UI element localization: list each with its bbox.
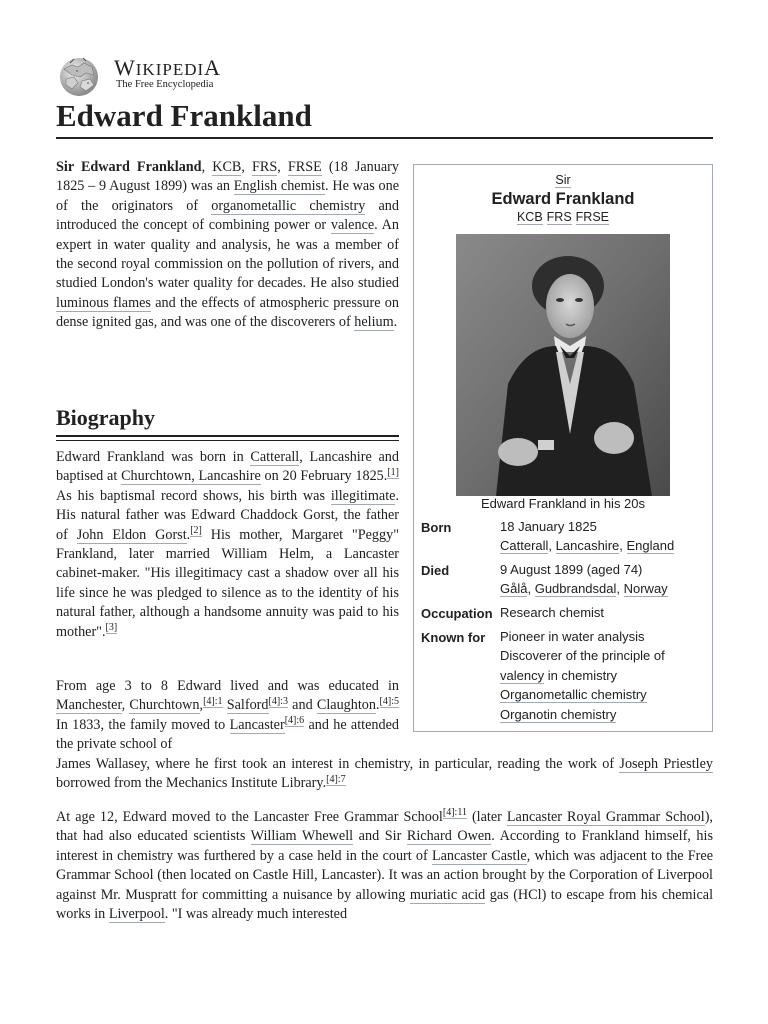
link-kcb[interactable]: KCB [212,159,242,175]
link-frs-infobox[interactable]: FRS [546,210,572,224]
link-gudbrandsdal[interactable]: Gudbrandsdal [534,581,617,597]
known-for-item: valency in chemistry [500,667,618,683]
portrait-caption: Edward Frankland in his 20s [480,496,646,511]
link-gala[interactable]: Gålå [500,581,528,597]
born-label: Born [421,520,452,535]
born-place: Catterall, Lancashire, England [500,538,675,554]
occupation-value: Research chemist [500,605,605,620]
infobox-honorific [414,173,712,187]
link-english-chemist[interactable]: English chemist [233,178,326,195]
died-value [500,560,668,599]
link-frse[interactable]: FRSE [287,159,322,175]
title-divider [56,137,713,139]
wordmark-middle: IKIPEDI [135,60,205,79]
biography-paragraph-3: At age 12, Edward moved to the Lancaster Free Grammar School$^{[4]:11}$ (later Lancaster Royal Grammar School), that had also educated scientists William Whewell and Sir Richard Owen. According to Frankland himself, his interest in chemistry was furthered by a case held in the court of Lancaster Castle, which was adjacent to the Free Grammar School (then located on Castle Hill, Lancaster). It was an action brought by the Corporation of Liverpool against Mr. Muspratt for committing a nuisance by allowing muriatic acid gas (HCl) to escape from his chemical works in Liverpool. "I was already much interested [56,807,714,923]
born-date: 18 January 1825 [500,519,597,534]
section-divider-thin [56,440,399,441]
infobox-post-nominals [414,210,712,224]
known-for-item [500,685,665,704]
died-date: 9 August 1899 (aged 74) [500,562,643,577]
link-catterall[interactable]: Catterall [250,449,300,465]
wordmark-a: A [204,55,222,80]
citation-1[interactable]: [1] [387,466,399,478]
link-churchtown[interactable]: Churchtown [129,697,200,714]
section-heading-biography: Biography [56,405,156,430]
citation-3[interactable]: [3] [105,621,118,633]
died-label: Died [421,563,450,578]
link-manchester[interactable]: Manchester [56,697,122,714]
wikipedia-tagline: The Free Encyclopedia [116,79,214,90]
link-catterall-infobox[interactable]: Catterall [500,538,549,554]
died-place: Gålå, Gudbrandsdal, Norway [500,581,668,597]
link-sir[interactable]: Sir [555,173,571,187]
biography-paragraph-1: Edward Frankland was born in Catterall, Lancashire and baptised at Churchtown, Lancashire on 20 February 1825.[1] As his baptismal record shows, his birth was illegitimate. His natural father was Edward Chaddock Gorst, the father of John Eldon Gorst.[2] His mother, Margaret "Peggy" Frankland, later married William Helm, a Lancaster cabinet-maker. "His illegitimacy cast a shadow over all his life since he was pledged to silence as to the identity of his natural father, although a handsome annuity was paid to his mother".[3] [56,449,399,640]
link-kcb-infobox[interactable]: KCB [516,210,543,224]
citation-4-5[interactable]: [4]:5 [379,695,399,707]
wikipedia-wordmark[interactable] [114,55,221,81]
link-organometallic-chemistry[interactable]: organometallic chemistry [211,197,366,214]
link-england[interactable]: England [626,538,675,554]
page-title: Edward Frankland [56,98,312,133]
link-muriatic-acid[interactable]: muriatic acid [409,886,486,903]
citation-4-11[interactable]: [4]:11 [442,807,467,819]
link-illegitimate[interactable]: illegitimate [330,487,396,504]
known-for-item: Pioneer in water analysis [500,629,645,644]
link-claughton[interactable]: Claughton [316,697,376,714]
infobox [413,164,713,732]
link-organometallic-chemistry-infobox[interactable]: Organometallic chemistry [500,687,647,703]
citation-4-3[interactable]: [4]:3 [268,695,288,707]
link-norway[interactable]: Norway [623,581,668,597]
link-frse-infobox[interactable]: FRSE [575,210,610,224]
lead-paragraph: Sir Edward Frankland, KCB, FRS, FRSE (18 January 1825 – 9 August 1899) was an English chemist. He was one of the originators of organometallic chemistry and introduced the concept of combining power or valence. An expert in water quality and analysis, he was a member of the second royal commission on the pollution of rivers, and studied London's water quality for decades. He also studied luminous flames and the effects of atmospheric pressure on dense ignited gas, and was one of the discoverers of helium. [56,159,400,331]
link-lancashire[interactable]: Lancashire [555,538,620,554]
known-for-item: Discoverer of the principle of [500,648,665,664]
citation-4-6[interactable]: [4]:6 [284,715,305,727]
link-valence[interactable]: valence [330,217,375,234]
known-for-value [500,627,665,724]
biography-paragraph-2: From age 3 to 8 Edward lived and was educated in Manchester, Churchtown,$^{[4]:1}$ Salford$^{[4]:3}$ and Claughton.$^{[4]:5}$ In 1833, the family moved to Lancaster$^{[4]:6}$ and he attended the private school of [56,678,399,753]
link-liverpool[interactable]: Liverpool [108,906,165,923]
biography-paragraph-2-continued: James Wallasey, where he first took an interest in chemistry, in particular, reading the work of Joseph Priestley borrowed from the Mechanics Institute Library.$^{[4]:7}$ [56,756,713,792]
link-frs[interactable]: FRS [252,159,278,175]
link-lancaster-castle[interactable]: Lancaster Castle [431,847,527,864]
link-lancaster[interactable]: Lancaster [229,716,285,733]
link-luminous-flames[interactable]: luminous flames [56,294,151,311]
infobox-name: Edward Frankland [491,190,635,208]
citation-4-1[interactable]: [4]:1 [203,695,223,707]
link-richard-owen[interactable]: Richard Owen [406,828,492,845]
citation-4-7[interactable]: [4]:7 [326,773,346,785]
wordmark-w: W [114,55,136,80]
section-divider [56,435,399,437]
subject-name: Sir Edward Frankland [56,159,202,175]
link-joseph-priestley[interactable]: Joseph Priestley [619,756,713,772]
link-helium[interactable]: helium [354,314,394,331]
link-organotin-chemistry[interactable]: Organotin chemistry [500,706,617,722]
link-valency[interactable]: valency [500,667,545,683]
citation-2[interactable]: [2] [190,524,202,536]
link-john-eldon-gorst[interactable]: John Eldon Gorst [76,526,187,543]
portrait-photo[interactable] [456,234,670,496]
known-for-label: Known for [421,630,486,645]
occupation-label: Occupation [421,606,493,621]
link-lancaster-royal-grammar-school[interactable]: Lancaster Royal Grammar School [506,809,705,825]
wikipedia-globe-logo[interactable] [56,55,102,97]
link-churchtown-lancashire[interactable]: Churchtown, Lancashire [121,468,261,485]
link-william-whewell[interactable]: William Whewell [250,828,354,845]
link-salford[interactable]: Salford [226,697,269,714]
born-value [500,517,674,556]
known-for-item [500,705,665,724]
